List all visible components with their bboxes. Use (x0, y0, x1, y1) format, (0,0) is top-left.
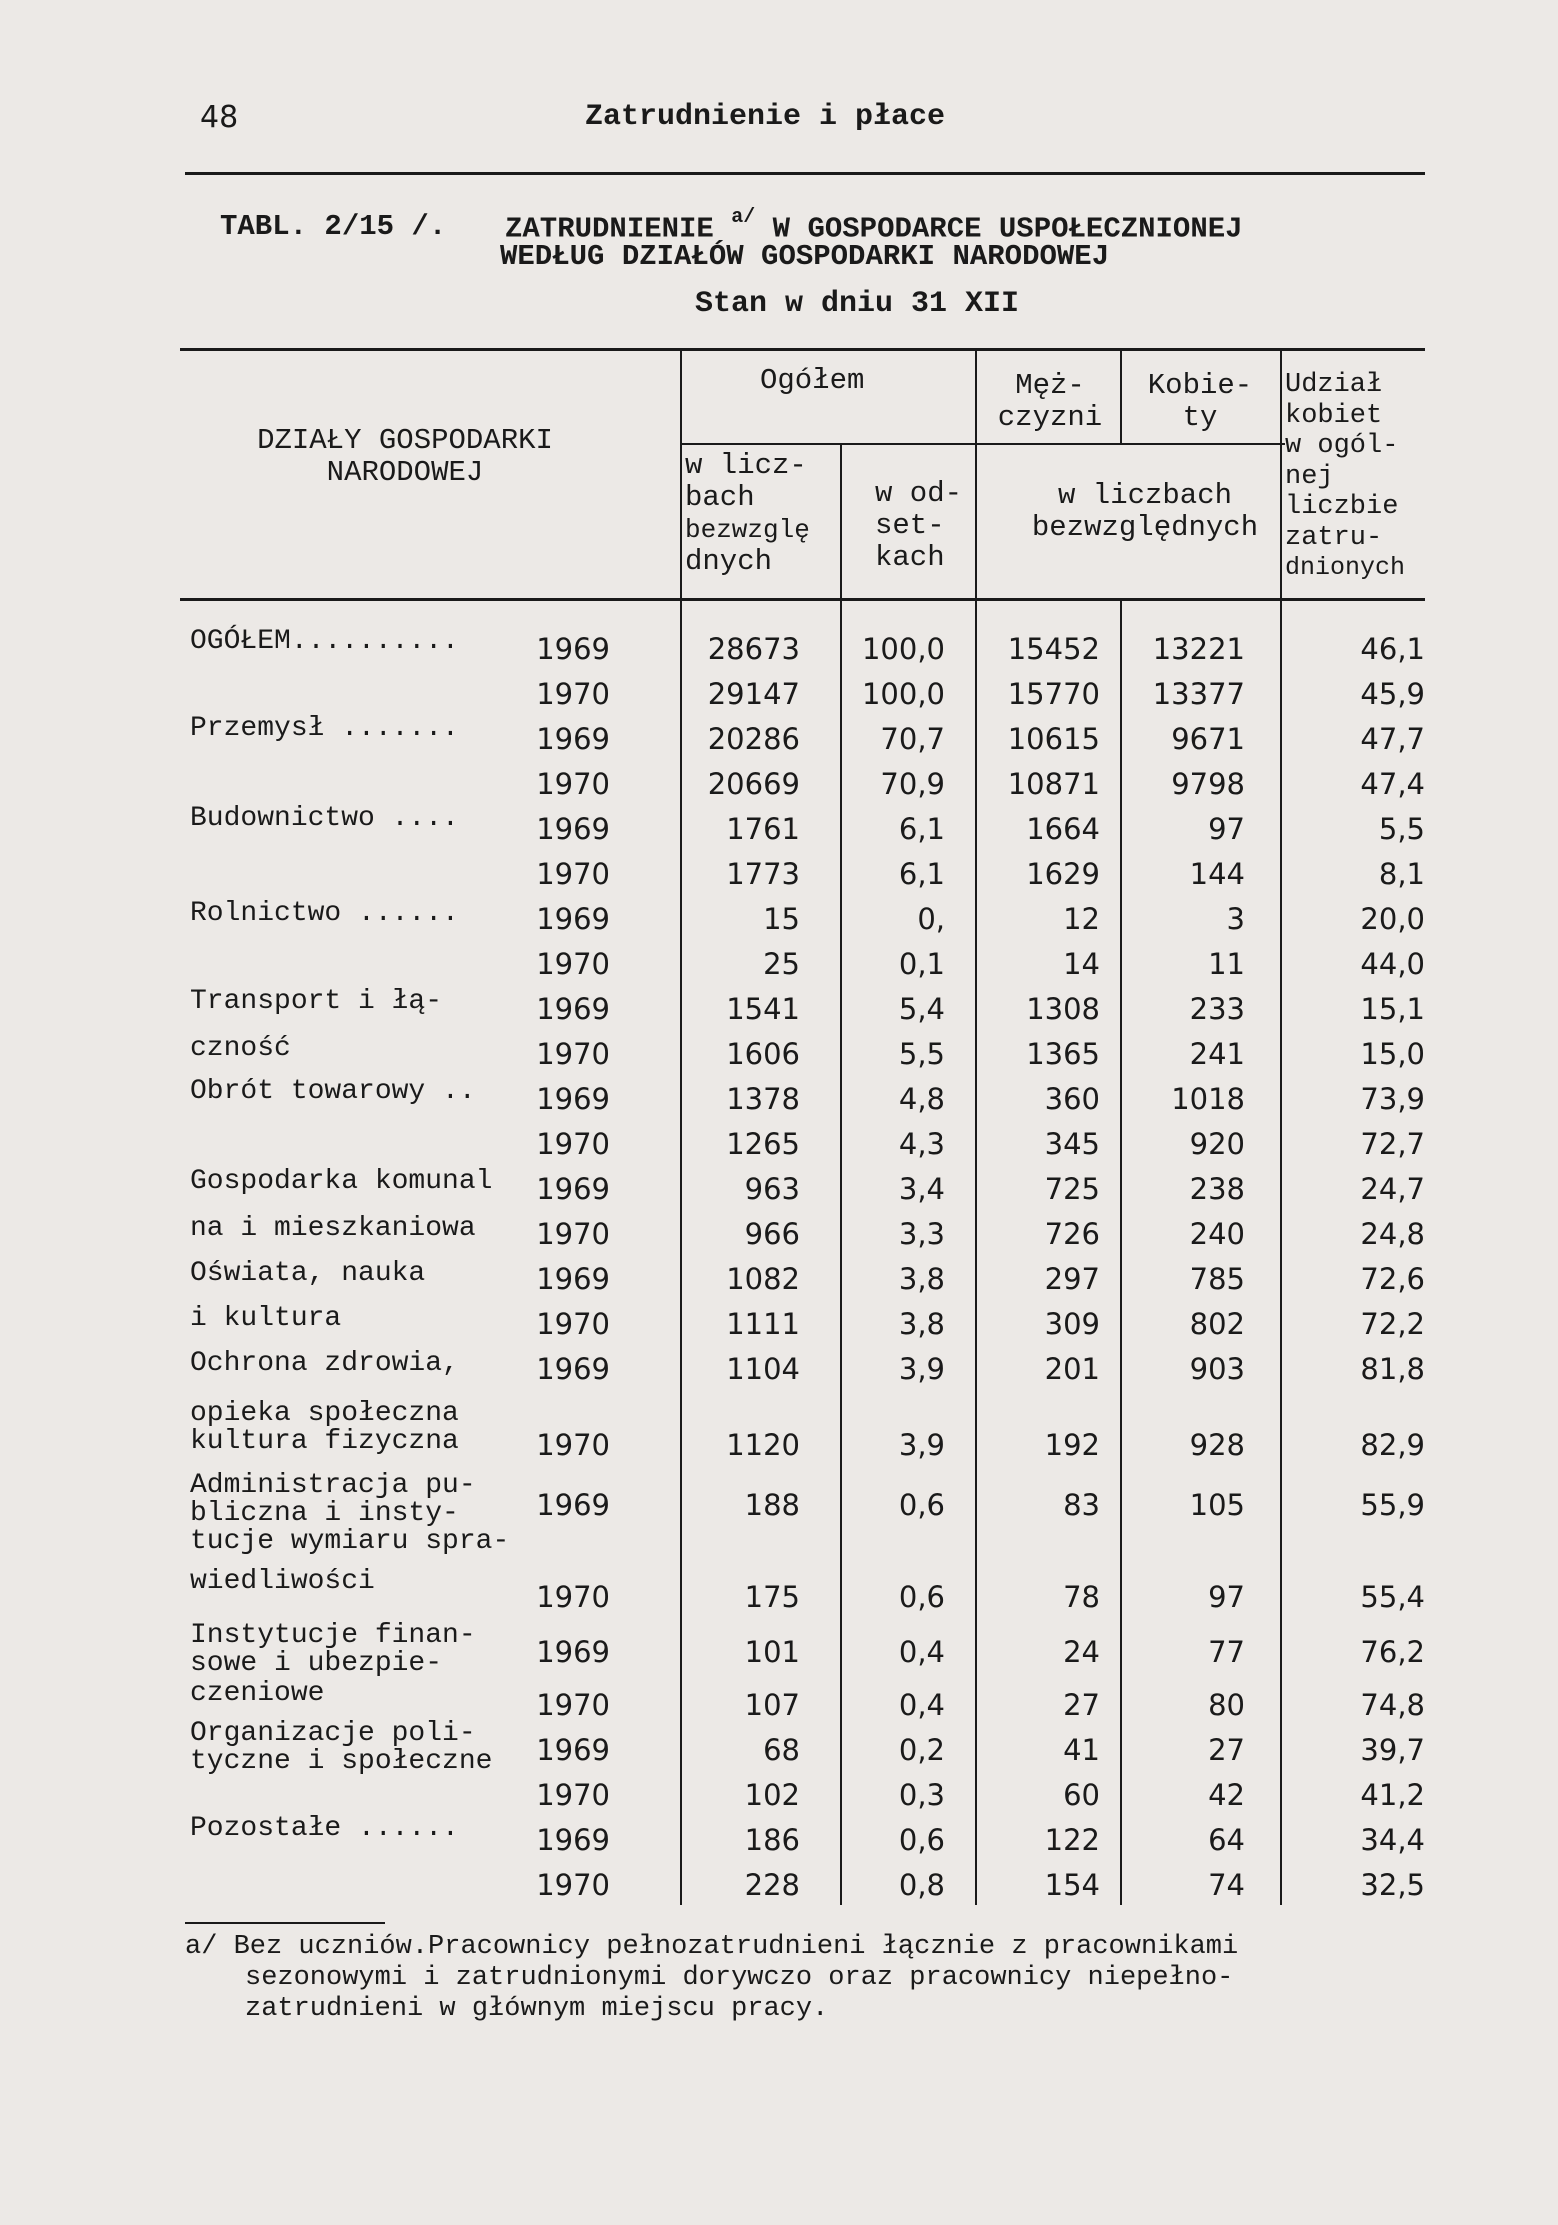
cell-men: 15770 (1007, 677, 1100, 711)
cell-year: 1970 (536, 1778, 610, 1812)
cell-abs: 188 (744, 1488, 800, 1522)
cell-share: 15,1 (1360, 992, 1425, 1026)
cell-year: 1970 (536, 767, 610, 801)
cell-abs: 1104 (726, 1352, 800, 1386)
cell-pct: 70,9 (880, 767, 945, 801)
cell-share: 55,9 (1360, 1488, 1425, 1522)
cell-men: 14 (1063, 947, 1100, 981)
cell-women: 11 (1208, 947, 1245, 981)
cell-women: 928 (1189, 1428, 1245, 1462)
cell-abs: 28673 (707, 632, 800, 666)
col-header-unit-l2: bezwzględnych (1031, 511, 1259, 544)
cell-women: 97 (1208, 1580, 1245, 1614)
cell-abs: 107 (744, 1688, 800, 1722)
col-header-pct-l2: set- (875, 509, 945, 542)
cell-pct: 3,8 (898, 1262, 945, 1296)
col-header-share-l6: zatru- (1285, 522, 1383, 553)
col-header-women (1125, 370, 1275, 434)
col-header-men-women-unit (1015, 480, 1275, 544)
cell-men: 10871 (1007, 767, 1100, 801)
page-number: 48 (200, 100, 239, 135)
cell-share: 72,6 (1360, 1262, 1425, 1296)
cell-pct: 100,0 (861, 632, 945, 666)
cell-abs: 963 (744, 1172, 800, 1206)
header-inner-rule-2 (1120, 443, 1280, 445)
col-header-pct (875, 478, 962, 574)
row-label: czeniowe (190, 1678, 325, 1709)
cell-pct: 6,1 (898, 857, 945, 891)
cell-men: 1365 (1026, 1037, 1100, 1071)
cell-year: 1970 (536, 1688, 610, 1722)
cell-abs: 101 (744, 1635, 800, 1669)
col-header-men (990, 370, 1110, 434)
col-header-abs-l3: bezwzglę (685, 515, 810, 545)
cell-pct: 0,8 (898, 1868, 945, 1902)
cell-share: 45,9 (1360, 677, 1425, 711)
col-header-share-l3: w ogól- (1285, 431, 1399, 461)
row-label: Gospodarka komunal (190, 1166, 493, 1197)
cell-abs: 1111 (726, 1307, 800, 1341)
row-label: wiedliwości (190, 1566, 375, 1597)
cell-pct: 0,6 (898, 1580, 945, 1614)
cell-year: 1969 (536, 1488, 610, 1522)
col-header-share-l1: Udział (1285, 370, 1383, 400)
cell-women: 240 (1189, 1217, 1245, 1251)
cell-pct: 6,1 (898, 812, 945, 846)
cell-men: 122 (1044, 1823, 1100, 1857)
table-header-rule (180, 598, 1425, 601)
cell-abs: 1541 (726, 992, 800, 1026)
cell-pct: 0,3 (898, 1778, 945, 1812)
cell-pct: 0,2 (898, 1733, 945, 1767)
cell-men: 201 (1044, 1352, 1100, 1386)
cell-abs: 1378 (726, 1082, 800, 1116)
cell-year: 1969 (536, 1352, 610, 1386)
cell-men: 15452 (1007, 632, 1100, 666)
footnote-line-2: sezonowymi i zatrudnionymi dorywczo oraz pracownicy niepełno- (245, 1963, 1234, 1993)
cell-men: 60 (1063, 1778, 1100, 1812)
cell-abs: 20669 (707, 767, 800, 801)
cell-men: 41 (1063, 1733, 1100, 1767)
table-top-rule (180, 348, 1425, 351)
cell-pct: 3,8 (898, 1307, 945, 1341)
cell-men: 83 (1063, 1488, 1100, 1522)
cell-men: 78 (1063, 1580, 1100, 1614)
cell-pct: 4,8 (898, 1082, 945, 1116)
cell-women: 144 (1189, 857, 1245, 891)
cell-pct: 0,6 (898, 1823, 945, 1857)
cell-women: 74 (1208, 1868, 1245, 1902)
cell-abs: 1082 (726, 1262, 800, 1296)
cell-share: 46,1 (1360, 632, 1425, 666)
cell-share: 15,0 (1360, 1037, 1425, 1071)
vrule-abs-pct (840, 443, 842, 600)
cell-year: 1969 (536, 1172, 610, 1206)
col-header-pct-l3: kach (875, 541, 945, 574)
cell-women: 42 (1208, 1778, 1245, 1812)
cell-year: 1970 (536, 677, 610, 711)
cell-abs: 186 (744, 1823, 800, 1857)
cell-men: 726 (1044, 1217, 1100, 1251)
vrule-body-1 (680, 600, 682, 1905)
cell-pct: 70,7 (880, 722, 945, 756)
row-label: bliczna i insty- (190, 1498, 459, 1529)
cell-abs: 175 (744, 1580, 800, 1614)
cell-men: 12 (1063, 902, 1100, 936)
table-title-line1: ZATRUDNIENIE $^{a/}$ W GOSPODARCE USPOŁECZNIONEJ (505, 206, 1243, 246)
cell-pct: 5,4 (898, 992, 945, 1026)
col-header-share-l4: nej (1285, 461, 1334, 492)
cell-women: 802 (1189, 1307, 1245, 1341)
cell-women: 3 (1226, 902, 1245, 936)
cell-pct: 0,4 (898, 1688, 945, 1722)
cell-year: 1969 (536, 1082, 610, 1116)
cell-year: 1970 (536, 1868, 610, 1902)
row-label: Budownictwo .... (190, 803, 459, 834)
cell-women: 64 (1208, 1823, 1245, 1857)
vrule-pct-men (975, 350, 977, 600)
vrule-women-share (1280, 350, 1282, 600)
row-label: czność (190, 1033, 291, 1064)
cell-year: 1970 (536, 1428, 610, 1462)
col-header-women-l2: ty (1182, 401, 1218, 434)
cell-year: 1970 (536, 1037, 610, 1071)
vrule-stub (680, 350, 682, 600)
cell-men: 10615 (1007, 722, 1100, 756)
col-header-women-l1: Kobie- (1147, 369, 1253, 402)
cell-share: 39,7 (1360, 1733, 1425, 1767)
cell-women: 9798 (1171, 767, 1245, 801)
cell-share: 34,4 (1360, 1823, 1425, 1857)
cell-men: 1629 (1026, 857, 1100, 891)
row-label: na i mieszkaniowa (190, 1213, 476, 1244)
cell-abs: 1120 (726, 1428, 800, 1462)
row-label: i kultura (190, 1303, 342, 1334)
row-label: Organizacje poli- (190, 1718, 476, 1749)
cell-women: 13221 (1152, 632, 1245, 666)
col-header-abs-l2: bach (685, 481, 755, 514)
cell-year: 1969 (536, 992, 610, 1026)
row-label: opieka społeczna (190, 1398, 459, 1429)
cell-pct: 3,9 (898, 1428, 945, 1462)
cell-abs: 15 (763, 902, 800, 936)
cell-men: 1664 (1026, 812, 1100, 846)
cell-pct: 100,0 (861, 677, 945, 711)
cell-abs: 25 (763, 947, 800, 981)
footnote-line-3: zatrudnieni w głównym miejscu pracy. (245, 1994, 829, 2024)
cell-share: 72,2 (1360, 1307, 1425, 1341)
col-header-share-l2: kobiet (1285, 400, 1383, 431)
cell-men: 725 (1044, 1172, 1100, 1206)
row-label: Administracja pu- (190, 1470, 476, 1501)
row-label: Oświata, nauka (190, 1258, 426, 1289)
cell-women: 13377 (1152, 677, 1245, 711)
cell-women: 903 (1189, 1352, 1245, 1386)
cell-men: 360 (1044, 1082, 1100, 1116)
cell-share: 74,8 (1360, 1688, 1425, 1722)
cell-abs: 228 (744, 1868, 800, 1902)
cell-year: 1970 (536, 1217, 610, 1251)
cell-abs: 1606 (726, 1037, 800, 1071)
cell-share: 47,4 (1360, 767, 1425, 801)
cell-women: 27 (1208, 1733, 1245, 1767)
cell-men: 192 (1044, 1428, 1100, 1462)
cell-women: 233 (1189, 992, 1245, 1026)
cell-men: 309 (1044, 1307, 1100, 1341)
col-header-abs (685, 450, 810, 578)
stub-header (200, 425, 610, 489)
cell-abs: 102 (744, 1778, 800, 1812)
col-header-share (1285, 370, 1405, 584)
table-title-line2: WEDŁUG DZIAŁÓW GOSPODARKI NARODOWEJ (500, 240, 1110, 273)
cell-year: 1969 (536, 1262, 610, 1296)
cell-pct: 3,4 (898, 1172, 945, 1206)
cell-pct: 4,3 (898, 1127, 945, 1161)
cell-share: 41,2 (1360, 1778, 1425, 1812)
table-subtitle: Stan w dniu 31 XII (695, 287, 1020, 321)
row-label: Przemysł ....... (190, 713, 459, 744)
cell-abs: 1773 (726, 857, 800, 891)
row-label: Transport i łą- (190, 986, 443, 1017)
col-header-ogolem: Ogółem (760, 364, 865, 397)
cell-abs: 1265 (726, 1127, 800, 1161)
cell-pct: 0,1 (898, 947, 945, 981)
cell-year: 1970 (536, 857, 610, 891)
cell-abs: 68 (763, 1733, 800, 1767)
vrule-body-5 (1280, 600, 1282, 1905)
table-number: TABL. 2/15 /. (220, 210, 447, 243)
cell-share: 81,8 (1360, 1352, 1425, 1386)
cell-year: 1970 (536, 947, 610, 981)
cell-men: 27 (1063, 1688, 1100, 1722)
row-label: Rolnictwo ...... (190, 898, 459, 929)
cell-women: 241 (1189, 1037, 1245, 1071)
cell-women: 97 (1208, 812, 1245, 846)
footnote (185, 1932, 1238, 2025)
cell-share: 32,5 (1360, 1868, 1425, 1902)
vrule-body-3 (975, 600, 977, 1905)
cell-share: 24,8 (1360, 1217, 1425, 1251)
row-label: Obrót towarowy .. (190, 1076, 476, 1107)
row-label: Instytucje finan- (190, 1620, 476, 1651)
cell-year: 1969 (536, 1635, 610, 1669)
cell-share: 72,7 (1360, 1127, 1425, 1161)
cell-year: 1970 (536, 1127, 610, 1161)
cell-share: 76,2 (1360, 1635, 1425, 1669)
cell-men: 154 (1044, 1868, 1100, 1902)
row-label: kultura fizyczna (190, 1426, 459, 1457)
cell-share: 44,0 (1360, 947, 1425, 981)
vrule-men-women (1120, 350, 1122, 443)
cell-year: 1969 (536, 812, 610, 846)
cell-share: 73,9 (1360, 1082, 1425, 1116)
cell-year: 1969 (536, 632, 610, 666)
col-header-pct-l1: w od- (875, 477, 963, 510)
cell-share: 55,4 (1360, 1580, 1425, 1614)
cell-men: 1308 (1026, 992, 1100, 1026)
vrule-body-2 (840, 600, 842, 1905)
cell-women: 238 (1189, 1172, 1245, 1206)
cell-pct: 3,9 (898, 1352, 945, 1386)
cell-abs: 20286 (707, 722, 800, 756)
cell-pct: 3,3 (898, 1217, 945, 1251)
cell-share: 47,7 (1360, 722, 1425, 756)
cell-share: 24,7 (1360, 1172, 1425, 1206)
row-label: tyczne i społeczne (190, 1746, 493, 1777)
cell-women: 9671 (1171, 722, 1245, 756)
cell-women: 1018 (1171, 1082, 1245, 1116)
cell-abs: 29147 (707, 677, 800, 711)
footnote-rule (185, 1922, 385, 1924)
col-header-abs-l4: dnych (685, 545, 773, 578)
col-header-abs-l1: w licz- (685, 449, 807, 482)
cell-year: 1969 (536, 1733, 610, 1767)
cell-men: 297 (1044, 1262, 1100, 1296)
vrule-body-4 (1120, 600, 1122, 1905)
cell-share: 5,5 (1378, 812, 1425, 846)
cell-year: 1970 (536, 1307, 610, 1341)
header-rule (185, 172, 1425, 175)
cell-pct: 0,6 (898, 1488, 945, 1522)
running-title: Zatrudnienie i płace (585, 100, 946, 134)
cell-year: 1969 (536, 902, 610, 936)
cell-women: 920 (1189, 1127, 1245, 1161)
col-header-men-l1: Męż- (1015, 369, 1085, 402)
col-header-share-l5: liczbie (1285, 492, 1399, 522)
cell-pct: 0,4 (898, 1635, 945, 1669)
col-header-share-l7: dnionych (1285, 553, 1406, 582)
col-header-unit-l1: w liczbach (1057, 479, 1233, 512)
row-label: tucje wymiaru spra- (190, 1526, 510, 1557)
cell-women: 80 (1208, 1688, 1245, 1722)
cell-women: 105 (1189, 1488, 1245, 1522)
cell-women: 77 (1208, 1635, 1245, 1669)
cell-men: 345 (1044, 1127, 1100, 1161)
cell-men: 24 (1063, 1635, 1100, 1669)
cell-year: 1969 (536, 722, 610, 756)
row-label: Ochrona zdrowia, (190, 1348, 459, 1379)
footnote-line-1: a/ Bez uczniów.Pracownicy pełnozatrudnieni łącznie z pracownikami (185, 1932, 1239, 1962)
cell-pct: 0, (917, 902, 945, 936)
cell-share: 82,9 (1360, 1428, 1425, 1462)
cell-year: 1970 (536, 1580, 610, 1614)
cell-abs: 966 (744, 1217, 800, 1251)
cell-share: 8,1 (1378, 857, 1425, 891)
cell-year: 1969 (536, 1823, 610, 1857)
cell-women: 785 (1189, 1262, 1245, 1296)
cell-pct: 5,5 (898, 1037, 945, 1071)
stub-header-text: DZIAŁY GOSPODARKI NARODOWEJ (257, 424, 553, 489)
row-label: Pozostałe ...... (190, 1813, 459, 1844)
cell-share: 20,0 (1360, 902, 1425, 936)
row-label: OGÓŁEM.......... (190, 626, 459, 657)
col-header-men-l2: czyzni (997, 401, 1103, 434)
cell-abs: 1761 (726, 812, 800, 846)
row-label: sowe i ubezpie- (190, 1648, 443, 1679)
